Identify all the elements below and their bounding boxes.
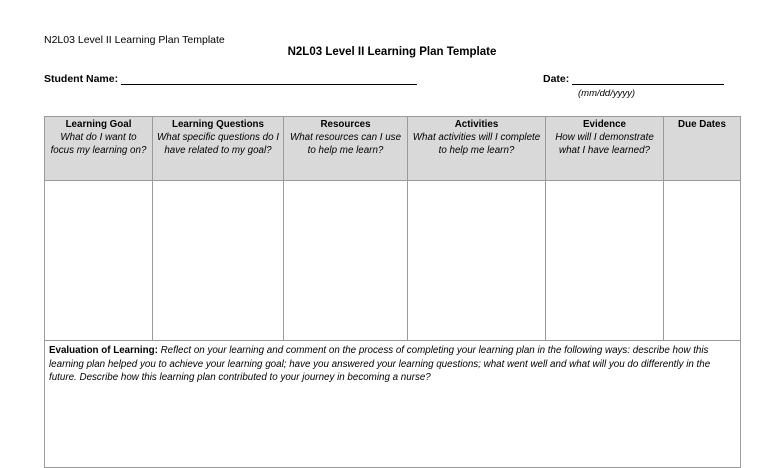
activities-cell[interactable] <box>408 181 546 341</box>
table-header-row <box>45 117 741 181</box>
date-line[interactable] <box>572 74 724 85</box>
learning-questions-cell[interactable] <box>153 181 284 341</box>
evaluation-row <box>45 341 741 468</box>
column-header-due-dates: Due Dates <box>664 117 741 181</box>
student-name-label: Student Name: <box>44 73 119 85</box>
column-header-learning-questions: Learning Questions What specific questions do I have related to my goal? <box>153 117 284 181</box>
learning-goal-cell[interactable] <box>45 181 153 341</box>
column-header-activities: Activities What activities will I complete to help me learn? <box>408 117 546 181</box>
column-header-resources: Resources What resources can I use to help me learn? <box>284 117 408 181</box>
learning-plan-table <box>44 116 741 468</box>
date-format-hint: (mm/dd/yyyy) <box>578 88 635 99</box>
date-field[interactable] <box>543 73 724 85</box>
evidence-cell[interactable] <box>546 181 664 341</box>
resources-cell[interactable] <box>284 181 408 341</box>
evaluation-cell[interactable] <box>45 341 741 468</box>
document-title: N2L03 Level II Learning Plan Template <box>287 46 497 58</box>
due-dates-cell[interactable] <box>664 181 741 341</box>
table-row <box>45 181 741 341</box>
evaluation-label: Evaluation of Learning: <box>49 345 158 356</box>
student-name-line[interactable] <box>121 74 417 85</box>
student-name-field[interactable] <box>44 73 417 85</box>
column-header-evidence: Evidence How will I demonstrate what I have learned? <box>546 117 664 181</box>
column-header-learning-goal: Learning Goal What do I want to focus my learning on? <box>45 117 153 181</box>
document-header: N2L03 Level II Learning Plan Template <box>44 34 225 46</box>
evaluation-text: Reflect on your learning and comment on the process of completing your learning plan in the following ways: describe how this learning plan helped you to achieve your learning goal; have you answered your learning questions; what went well and what will you do differently in the future. Describe how this learning plan contributed to your journey in becoming a nurse? <box>49 345 711 383</box>
date-label: Date: <box>543 73 570 85</box>
